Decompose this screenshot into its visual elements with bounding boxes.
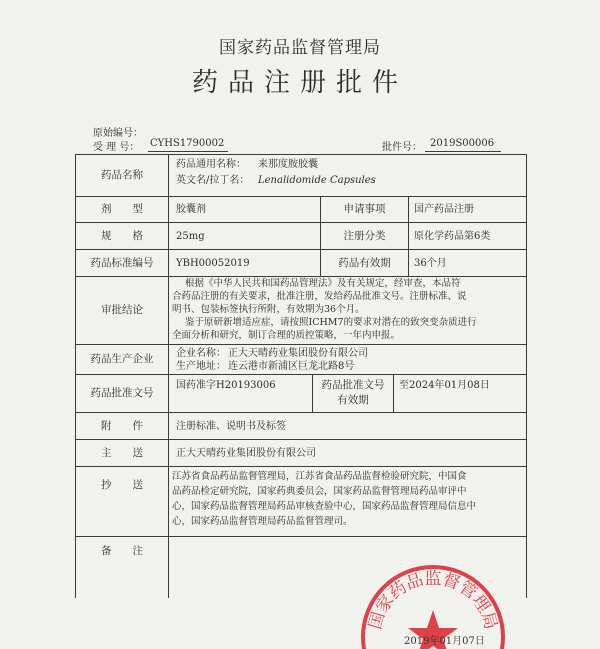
- approval-doc-number-value: 2019S00006: [430, 138, 495, 149]
- approval-doc-number-label: 批件号：: [382, 142, 422, 153]
- approval-number-value: 国药准字H20193006: [176, 380, 276, 391]
- approval-underline: [425, 151, 501, 152]
- acceptance-number-label: 受 理 号：: [93, 142, 140, 153]
- issuing-agency: 国家药品监督管理局: [219, 38, 381, 58]
- cc-label: 抄 送: [101, 479, 143, 491]
- application-item-value: 国产药品注册: [414, 204, 474, 215]
- generic-name-label: 药品通用名称：: [176, 159, 246, 170]
- cc-line: 品药品检定研究院，国家药典委员会，国家药品监督管理局药品审评中: [172, 486, 467, 497]
- approval-validity-value: 至2024年01月08日: [399, 380, 490, 391]
- application-item-label: 申请事项: [343, 203, 386, 215]
- cc-line: 心，国家药品监督管理局药品审核查验中心，国家药品监督管理局信息中: [172, 501, 477, 512]
- standard-number-value: YBH00052019: [176, 258, 250, 269]
- attachment-label: 附 件: [101, 420, 143, 432]
- validity-label: 药品有效期: [338, 257, 391, 269]
- drug-name-label: 药品名称: [101, 169, 143, 181]
- acceptance-number-value: CYHS1790002: [150, 138, 225, 149]
- document-title: 药品注册批件: [191, 68, 408, 98]
- conclusion-line: 鉴于原研新增适应症，请按照ICHM7的要求对潜在的致突变杂质进行: [185, 317, 477, 328]
- conclusion-line: 全面分析和研究，制订合理的质控策略，一年内申报。: [172, 330, 401, 341]
- original-number-label: 原始编号：: [93, 128, 143, 139]
- cc-line: 江苏省食品药品监督管理局，江苏省食品药品监督检验研究院，中国食: [172, 471, 467, 482]
- company-name-label: 企业名称：: [176, 348, 226, 359]
- dosage-form-value: 胶囊剂: [176, 204, 206, 215]
- company-name-value: 正大天晴药业集团股份有限公司: [228, 348, 368, 359]
- conclusion-line: 根据《中华人民共和国药品管理法》及有关规定，经审查，本品符: [185, 278, 461, 289]
- seal-text: 国家药品监督管理局: [365, 569, 501, 632]
- english-name-label: 英文名/拉丁名：: [176, 175, 250, 186]
- registration-class-label: 注册分类: [343, 230, 386, 242]
- main-recipient-value: 正大天晴药业集团股份有限公司: [176, 448, 316, 459]
- specification-value: 25mg: [176, 231, 205, 242]
- remarks-label: 备 注: [101, 545, 143, 557]
- manufacturer-label: 药品生产企业: [90, 353, 154, 365]
- registration-class-value: 原化学药品第6类: [414, 231, 491, 242]
- validity-value: 36个月: [414, 258, 447, 269]
- conclusion-line: 合药品注册的有关要求，批准注册，发给药品批准文号。注册标准、说: [172, 291, 467, 302]
- english-name-value: Lenalidomide Capsules: [258, 175, 376, 186]
- approval-validity-label-line2: 有效期: [337, 394, 369, 406]
- acceptance-underline: [148, 151, 228, 152]
- cc-line: 心，国家药品监督管理局药品监督管理司。: [172, 516, 353, 527]
- generic-name-value: 来那度胺胶囊: [258, 159, 318, 170]
- production-address-label: 生产地址：: [176, 361, 226, 372]
- approval-number-label: 药品批准文号: [90, 387, 154, 399]
- standard-number-label: 药品标准编号: [90, 257, 154, 269]
- seal-date: 2019年01月07日: [404, 636, 485, 647]
- dosage-form-label: 剂 型: [101, 203, 143, 215]
- approval-validity-label-line1: 药品批准文号: [321, 379, 385, 391]
- conclusion-line: 明书、包装标签执行所附，有效期为36个月。: [172, 304, 365, 315]
- conclusion-label: 审批结论: [101, 304, 143, 316]
- main-recipient-label: 主 送: [101, 447, 143, 459]
- production-address-value: 连云港市新浦区巨龙北路8号: [228, 361, 355, 372]
- attachment-value: 注册标准、说明书及标签: [176, 421, 286, 432]
- specification-label: 规 格: [101, 230, 143, 242]
